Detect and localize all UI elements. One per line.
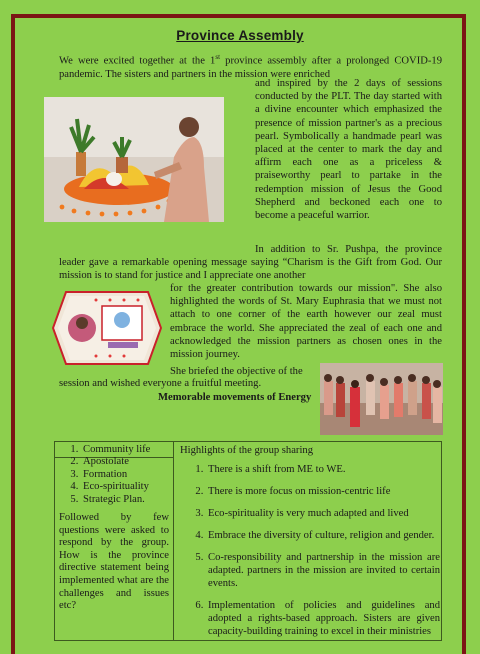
third-paragraph-line1: She briefed the objective of the [170, 366, 303, 377]
page-title: Province Assembly [176, 28, 304, 43]
third-paragraph-line2: session and wished everyone a fruitful meeting. [59, 378, 262, 389]
second-paragraph: In addition to Sr. Pushpa, the province leader gave a remarkable opening message saying “Charism is the Gift from God. Our mission is to stand for justice and I appreciate one another [59, 244, 442, 282]
highlight-item: 1. There is a shift from ME to WE. [206, 463, 440, 476]
highlights-column [178, 444, 440, 647]
highlight-item: 4. Embrace the diversity of culture, religion and gender. [206, 529, 440, 542]
topics-list [57, 444, 171, 506]
intro-paragraph-wrap: and inspired by the 2 days of sessions conducted by the PLT. The day started with a divine encounter which emphasized the presence of mission partner's as a precious pearl. Symbolically a handmade pearl was placed at the center to mark the day and affirm each one as a priceless & praiseworthy pearl to partake in the redemption mission of Jesus the Good Shepherd and beckoned each one to become a peaceful warrior. [255, 78, 442, 222]
group-sharing-table [54, 441, 442, 641]
topic-item: 1. Community life [81, 444, 171, 456]
topic-item: 2. Apostolate [81, 456, 171, 468]
intro-paragraph: We were excited together at the 1st province assembly after a prolonged COVID-19 pandemic. The sisters and partners in the mission were enriched [59, 53, 442, 80]
topic-item: 4. Eco-spirituality [81, 481, 171, 493]
highlight-item: 6. Implementation of policies and guidelines and adopted a rights-based approach. Sisters are given capacity-building training to excel in their ministries [206, 599, 440, 638]
table-column-divider [173, 442, 174, 640]
province-assembly-poster [52, 290, 162, 366]
highlight-item: 5. Co-responsibility and partnership in the mission are adapted. partners in the mission are invited to certain events. [206, 551, 440, 590]
prayer-photo [44, 97, 224, 222]
group-questions: Followed by few questions were asked to respond by the group. How is the province directive statement being implemented what are the challenges and issues etc? [59, 512, 169, 612]
topic-item: 3. Formation [81, 469, 171, 481]
highlights-title: Highlights of the group sharing [180, 445, 313, 456]
photo-caption: Memorable movements of Energy [158, 392, 312, 403]
highlight-item: 2. There is more focus on mission-centric life [206, 485, 440, 498]
highlight-item: 3. Eco-spirituality is very much adapted and lived [206, 507, 440, 520]
topic-item: 5. Strategic Plan. [81, 494, 171, 506]
second-paragraph-wrap: for the greater contribution towards our mission". She also highlighted the words of St. Mary Euphrasia that we must not attach to one corner of the earth however our zeal must embrace the world. She appreciated the zeal of each one and acknowledged the mission partners as chosen ones in the mission journey. [170, 283, 442, 361]
group-photo [320, 363, 443, 435]
